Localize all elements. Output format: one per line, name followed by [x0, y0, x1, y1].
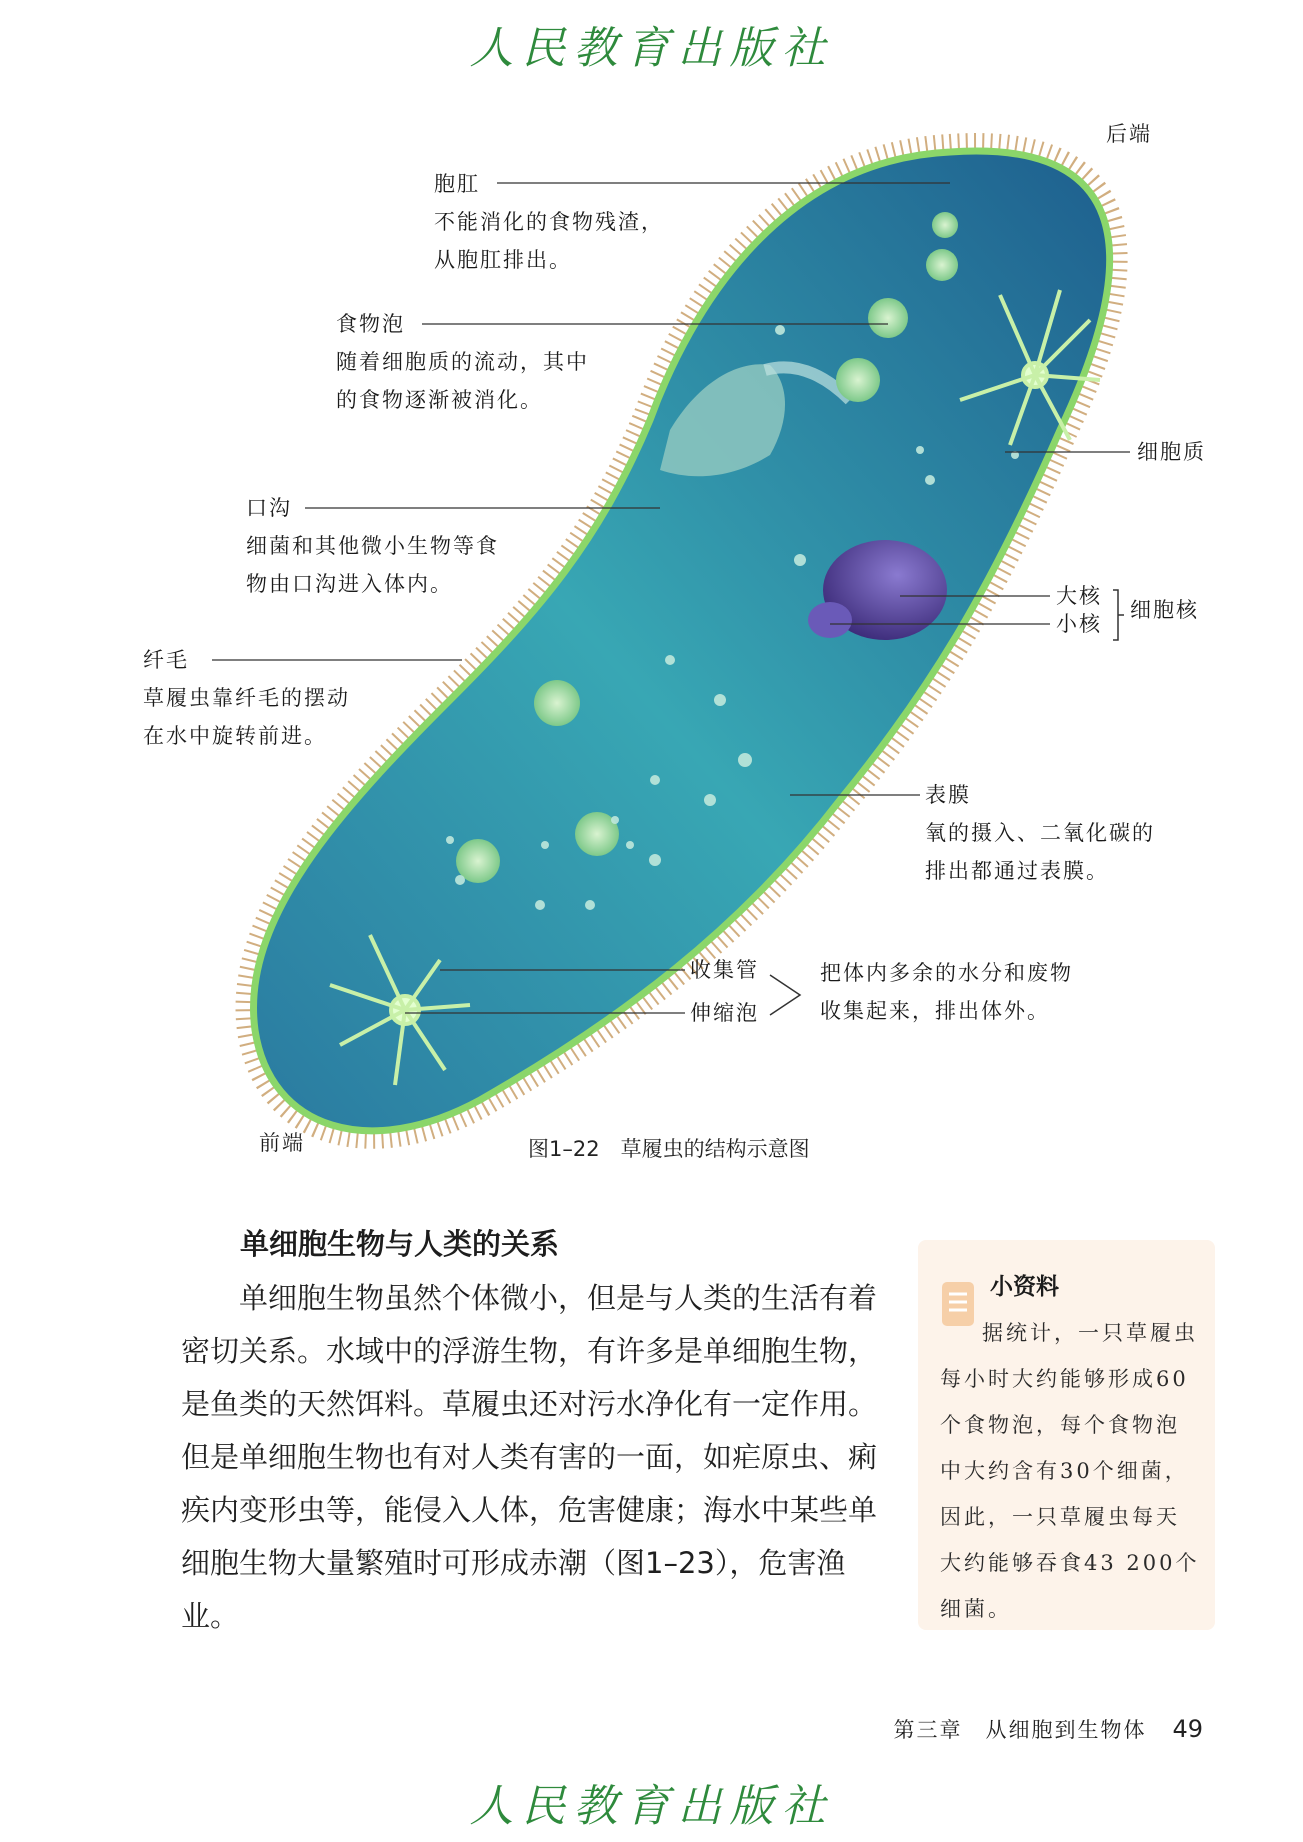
page-number: 49	[1172, 1715, 1203, 1743]
cilia-title: 纤毛	[143, 648, 189, 672]
label-food-vacuole	[336, 305, 589, 419]
oral-groove-desc-2: 物由口沟进入体内。	[246, 572, 453, 596]
figure-caption: 图1–22 草履虫的结构示意图	[528, 1137, 810, 1161]
food-vacuole	[836, 358, 880, 402]
food-vacuole	[932, 212, 958, 238]
section-body	[181, 1272, 881, 1643]
label-cilia	[143, 641, 350, 755]
publisher-logo-top: 人民教育出版社	[469, 23, 834, 74]
label-anal-pore	[434, 165, 664, 279]
oral-groove-desc-1: 细菌和其他微小生物等食	[246, 534, 499, 558]
anal-pore-desc-1: 不能消化的食物残渣，	[434, 210, 664, 234]
info-box-text: 据统计，一只草履虫每小时大约能够形成60个食物泡，每个食物泡中大约含有30个细菌，因此，一只草履虫每天大约能够吞食43 200个细菌。	[940, 1321, 1200, 1621]
label-micronucleus: 小核	[1056, 612, 1102, 636]
label-collecting-canal: 收集管	[690, 958, 759, 982]
label-membrane	[925, 776, 1155, 890]
section-title: 单细胞生物与人类的关系	[240, 1227, 560, 1261]
label-oral-groove	[246, 489, 499, 603]
food-vacuole	[534, 680, 580, 726]
label-nucleus: 细胞核	[1130, 598, 1199, 622]
membrane-desc-1: 氧的摄入、二氧化碳的	[925, 821, 1155, 845]
oral-groove-title: 口沟	[246, 496, 292, 520]
cilia-desc-2: 在水中旋转前进。	[143, 724, 327, 748]
membrane-title: 表膜	[925, 783, 971, 807]
cilia-desc-1: 草履虫靠纤毛的摆动	[143, 686, 350, 710]
chapter-title: 第三章 从细胞到生物体	[893, 1718, 1147, 1742]
info-box	[918, 1240, 1215, 1630]
publisher-logo-bottom: 人民教育出版社	[469, 1781, 834, 1832]
label-front-end: 前端	[259, 1131, 305, 1155]
food-vacuole	[868, 298, 908, 338]
micronucleus	[808, 602, 852, 638]
section-paragraph: 单细胞生物虽然个体微小，但是与人类的生活有着密切关系。水域中的浮游生物，有许多是单细胞生物，是鱼类的天然饵料。草履虫还对污水净化有一定作用。但是单细胞生物也有对人类有害的一面，如疟原虫、痢疾内变形虫等，能侵入人体，危害健康；海水中某些单细胞生物大量繁殖时可形成赤潮（图1–23），危害渔业。	[181, 1281, 878, 1633]
label-cytoplasm: 细胞质	[1137, 440, 1206, 464]
anal-pore-title: 胞肛	[434, 172, 480, 196]
vacuole-desc-1: 把体内多余的水分和废物	[820, 961, 1073, 985]
food-vacuole-title: 食物泡	[336, 312, 405, 336]
label-rear-end: 后端	[1106, 122, 1152, 146]
label-vacuole-desc	[820, 954, 1073, 1030]
anal-pore-desc-2: 从胞肛排出。	[434, 248, 572, 272]
label-macronucleus: 大核	[1056, 584, 1102, 608]
food-vacuole	[926, 249, 958, 281]
food-vacuole-desc-2: 的食物逐渐被消化。	[336, 388, 543, 412]
page-footer	[893, 1714, 1203, 1744]
vacuole-desc-2: 收集起来，排出体外。	[820, 999, 1050, 1023]
info-box-title: 小资料	[990, 1273, 1059, 1300]
label-contractile-vacuole: 伸缩泡	[690, 1001, 759, 1025]
membrane-desc-2: 排出都通过表膜。	[925, 859, 1109, 883]
food-vacuole-desc-1: 随着细胞质的流动，其中	[336, 350, 589, 374]
